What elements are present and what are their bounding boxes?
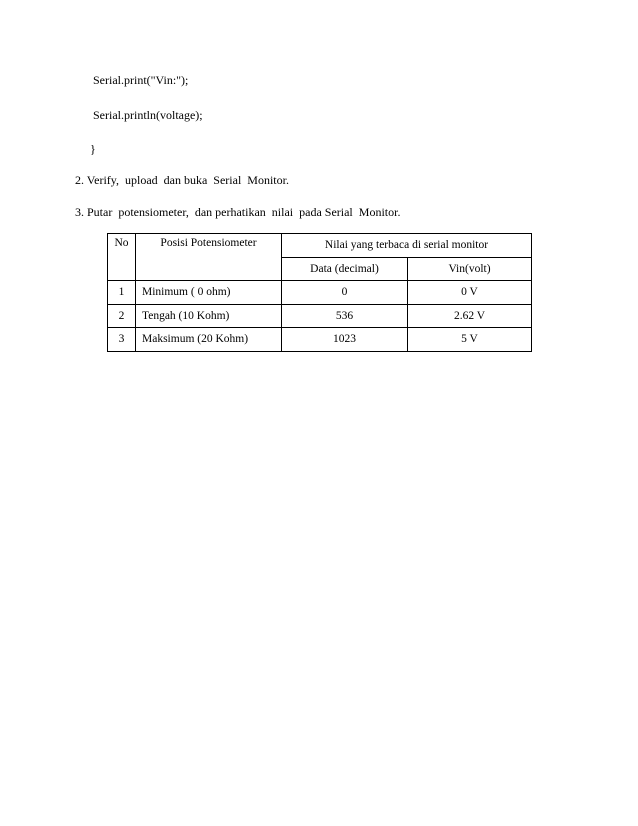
table-header-row xyxy=(108,234,532,258)
readings-table xyxy=(107,233,532,352)
cell-no: 2 xyxy=(108,304,136,328)
header-posisi: Posisi Potensiometer xyxy=(136,234,282,281)
table-row xyxy=(108,281,532,305)
header-no: No xyxy=(108,234,136,281)
cell-posisi: Minimum ( 0 ohm) xyxy=(136,281,282,305)
cell-vin: 0 V xyxy=(408,281,532,305)
cell-data: 536 xyxy=(282,304,408,328)
header-nilai: Nilai yang terbaca di serial monitor xyxy=(282,234,532,258)
cell-data: 0 xyxy=(282,281,408,305)
step-2-text: 2. Verify, upload dan buka Serial Monitor. xyxy=(75,173,289,187)
cell-posisi: Maksimum (20 Kohm) xyxy=(136,328,282,352)
cell-vin: 5 V xyxy=(408,328,532,352)
code-line-serial-println: Serial.println(voltage); xyxy=(93,108,203,122)
code-line-closing-brace: } xyxy=(90,142,96,156)
table-row xyxy=(108,304,532,328)
cell-vin: 2.62 V xyxy=(408,304,532,328)
cell-data: 1023 xyxy=(282,328,408,352)
header-data-decimal: Data (decimal) xyxy=(282,257,408,281)
code-line-serial-print: Serial.print("Vin:"); xyxy=(93,73,189,87)
cell-no: 3 xyxy=(108,328,136,352)
cell-no: 1 xyxy=(108,281,136,305)
step-3-text: 3. Putar potensiometer, dan perhatikan nilai pada Serial Monitor. xyxy=(75,205,401,219)
cell-posisi: Tengah (10 Kohm) xyxy=(136,304,282,328)
header-vin: Vin(volt) xyxy=(408,257,532,281)
table-row xyxy=(108,328,532,352)
